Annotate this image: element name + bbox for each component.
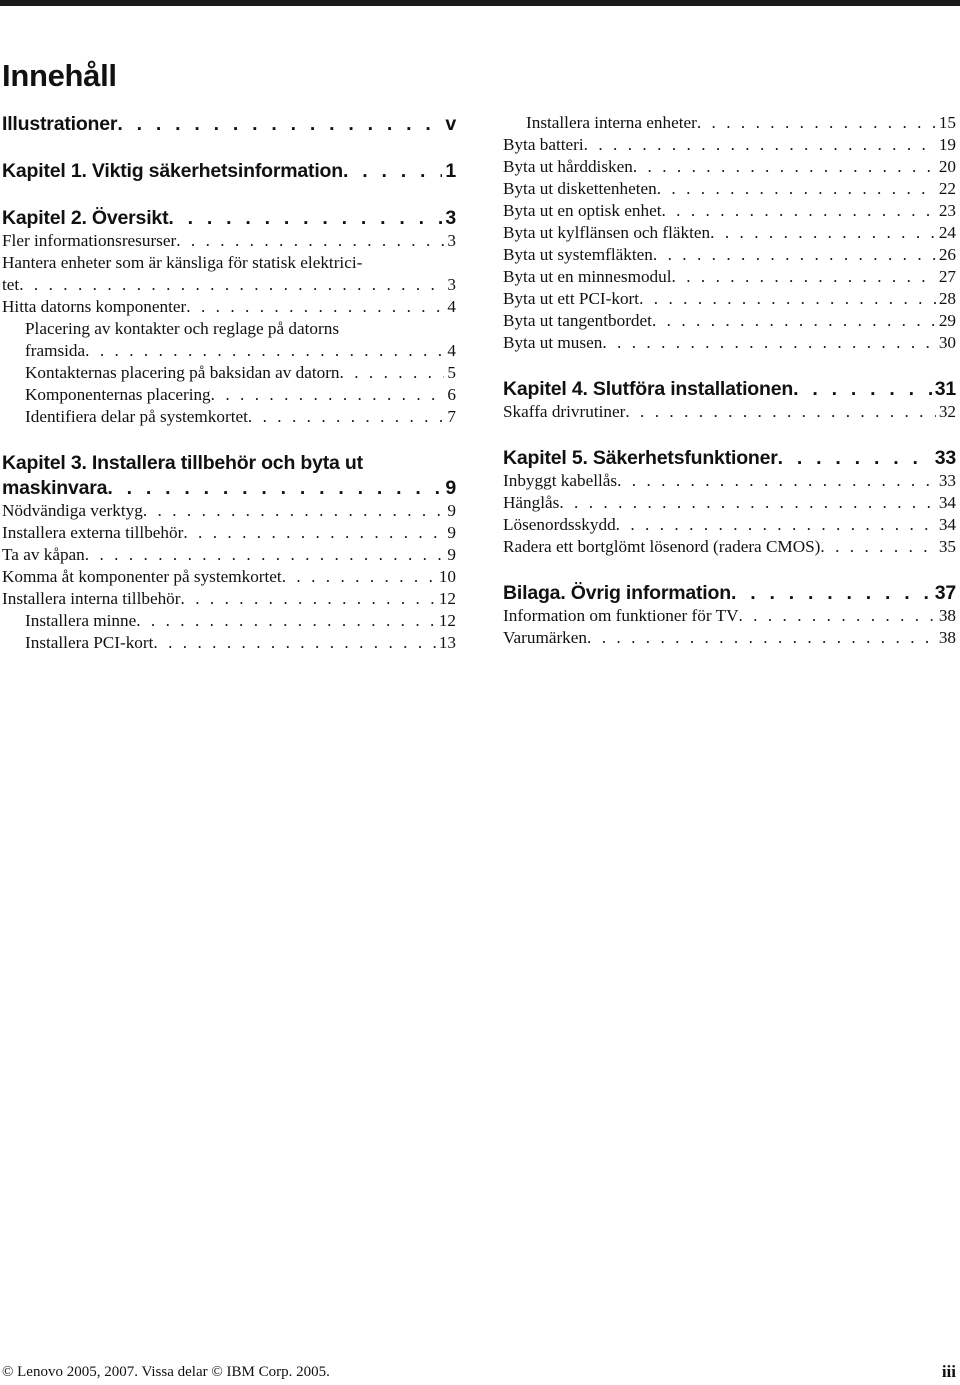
toc-subentry[interactable] xyxy=(2,384,456,406)
toc-entry[interactable] xyxy=(503,288,956,310)
dot-leader xyxy=(587,627,936,649)
section-gap xyxy=(2,136,456,159)
dot-leader xyxy=(625,401,935,423)
toc-entry[interactable] xyxy=(503,470,956,492)
dot-leader xyxy=(248,406,445,428)
toc-entry[interactable] xyxy=(503,244,956,266)
dot-leader xyxy=(340,362,445,384)
entry-page-number: 13 xyxy=(438,633,456,652)
dot-leader xyxy=(181,588,436,610)
entry-title: Varumärken xyxy=(503,628,587,647)
entry-title: Byta ut hårddisken xyxy=(503,157,633,176)
toc-entry[interactable] xyxy=(503,536,956,558)
entry-title: Skaffa drivrutiner xyxy=(503,402,626,421)
entry-page-number: 35 xyxy=(938,537,956,556)
dot-leader xyxy=(343,159,442,183)
toc-entry[interactable] xyxy=(2,566,456,588)
dot-leader xyxy=(793,377,932,401)
dot-leader xyxy=(731,581,932,605)
dot-leader xyxy=(136,610,436,632)
entry-page-number: 3 xyxy=(447,231,456,250)
entry-title: Nödvändiga verktyg xyxy=(2,501,143,520)
entry-page-number: 38 xyxy=(938,606,956,625)
chapter-page-number: 3 xyxy=(445,207,456,229)
dot-leader xyxy=(661,200,935,222)
dot-leader xyxy=(653,244,936,266)
entry-title: Installera externa tillbehör xyxy=(2,523,184,542)
entry-page-number: 30 xyxy=(938,333,956,352)
entry-page-number: 4 xyxy=(447,297,456,316)
entry-title: Byta ut diskettenheten xyxy=(503,179,657,198)
page-number: iii xyxy=(941,1362,956,1381)
top-rule xyxy=(0,0,960,6)
entry-page-number: 7 xyxy=(447,407,456,426)
dot-leader xyxy=(710,222,936,244)
toc-entry[interactable] xyxy=(503,200,956,222)
toc-entry[interactable] xyxy=(503,156,956,178)
entry-page-number: 5 xyxy=(447,363,456,382)
chapter-page-number: 31 xyxy=(934,378,956,400)
entry-title-continued: framsida xyxy=(25,341,86,360)
entry-title: Byta ut en optisk enhet xyxy=(503,201,662,220)
page-title: Innehåll xyxy=(2,58,117,93)
toc-chapter-entry[interactable] xyxy=(2,206,456,230)
toc-subentry[interactable] xyxy=(2,362,456,384)
entry-title: Fler informationsresurser xyxy=(2,231,177,250)
entry-page-number: 33 xyxy=(938,471,956,490)
toc-entry[interactable] xyxy=(503,222,956,244)
entry-title: Placering av kontakter och reglage på datorns xyxy=(25,319,340,338)
dot-leader xyxy=(633,156,936,178)
copyright-notice: © Lenovo 2005, 2007. Vissa delar © IBM Corp. 2005. xyxy=(2,1364,330,1380)
entry-page-number: 24 xyxy=(938,223,956,242)
chapter-title: Kapitel 4. Slutföra installationen xyxy=(503,378,794,400)
toc-entry[interactable] xyxy=(2,296,456,318)
section-gap xyxy=(503,558,956,581)
toc-entry[interactable] xyxy=(2,318,456,362)
entry-page-number: 27 xyxy=(938,267,956,286)
entry-page-number: 9 xyxy=(447,523,456,542)
dot-leader xyxy=(176,230,444,252)
toc-column-right xyxy=(503,112,956,649)
toc-entry[interactable] xyxy=(2,522,456,544)
dot-leader xyxy=(183,522,444,544)
dot-leader xyxy=(616,514,936,536)
entry-page-number: 9 xyxy=(447,501,456,520)
section-gap xyxy=(2,183,456,206)
toc-entry[interactable] xyxy=(503,332,956,354)
entry-page-number: 34 xyxy=(938,493,956,512)
entry-title: Byta ut kylflänsen och fläkten xyxy=(503,223,711,242)
entry-title: Komma åt komponenter på systemkortet xyxy=(2,567,282,586)
dot-leader xyxy=(738,605,935,627)
dot-leader xyxy=(584,134,936,156)
entry-title-continued-row xyxy=(2,340,456,362)
dot-leader xyxy=(153,632,435,654)
toc-entry[interactable] xyxy=(2,544,456,566)
chapter-page-number: 33 xyxy=(934,447,956,469)
chapter-title-continued-row xyxy=(2,476,456,500)
toc-subentry[interactable] xyxy=(2,610,456,632)
entry-title: Byta ut systemfläkten xyxy=(503,245,653,264)
page-footer xyxy=(0,1360,956,1384)
dot-leader xyxy=(617,470,936,492)
entry-title: Installera interna tillbehör xyxy=(2,589,181,608)
toc-entry[interactable] xyxy=(503,134,956,156)
chapter-title: Illustrationer xyxy=(2,113,118,135)
entry-title-continued-row xyxy=(2,274,456,296)
toc-entry[interactable] xyxy=(503,178,956,200)
toc-column-left xyxy=(2,112,456,654)
dot-leader xyxy=(559,492,935,514)
entry-page-number: 34 xyxy=(938,515,956,534)
entry-title: Information om funktioner för TV xyxy=(503,606,739,625)
entry-title: Identifiera delar på systemkortet xyxy=(25,407,248,426)
entry-page-number: 3 xyxy=(447,275,456,294)
dot-leader xyxy=(211,384,445,406)
toc-chapter-entry[interactable] xyxy=(503,446,956,470)
dot-leader xyxy=(602,332,936,354)
entry-page-number: 10 xyxy=(438,567,456,586)
chapter-page-number: v xyxy=(445,113,456,135)
dot-leader xyxy=(143,500,445,522)
toc-chapter-entry[interactable] xyxy=(2,112,456,136)
dot-leader xyxy=(19,274,444,296)
entry-title: Byta batteri xyxy=(503,135,584,154)
toc-subentry[interactable] xyxy=(2,406,456,428)
dot-leader xyxy=(652,310,936,332)
chapter-page-number: 9 xyxy=(445,477,456,499)
toc-entry[interactable] xyxy=(2,588,456,610)
dot-leader xyxy=(672,266,936,288)
dot-leader xyxy=(697,112,936,134)
entry-title-continued: tet xyxy=(2,275,20,294)
chapter-title: Kapitel 5. Säkerhetsfunktioner xyxy=(503,447,778,469)
dot-leader xyxy=(117,112,442,136)
entry-page-number: 22 xyxy=(938,179,956,198)
entry-title: Installera minne xyxy=(25,611,137,630)
entry-title: Byta ut musen xyxy=(503,333,603,352)
entry-title: Hitta datorns komponenter xyxy=(2,297,187,316)
entry-page-number: 29 xyxy=(938,311,956,330)
entry-title: Byta ut tangentbordet xyxy=(503,311,652,330)
toc-entry[interactable] xyxy=(503,310,956,332)
entry-title: Hantera enheter som är känsliga för statisk elektrici- xyxy=(2,253,363,272)
entry-page-number: 4 xyxy=(447,341,456,360)
entry-page-number: 12 xyxy=(438,611,456,630)
dot-leader xyxy=(282,566,436,588)
entry-title: Byta ut en minnesmodul xyxy=(503,267,672,286)
section-gap xyxy=(503,354,956,377)
chapter-title: Kapitel 3. Installera tillbehör och byta ut xyxy=(2,452,363,474)
entry-title: Inbyggt kabellås xyxy=(503,471,618,490)
toc-entry[interactable] xyxy=(503,266,956,288)
toc-entry[interactable] xyxy=(2,252,456,296)
dot-leader xyxy=(639,288,936,310)
entry-page-number: 28 xyxy=(938,289,956,308)
toc-entry[interactable] xyxy=(503,605,956,627)
toc-subentry[interactable] xyxy=(503,112,956,134)
toc-chapter-entry[interactable] xyxy=(503,581,956,605)
dot-leader xyxy=(186,296,444,318)
toc-entry[interactable] xyxy=(503,627,956,649)
toc-chapter-entry[interactable] xyxy=(2,451,456,500)
chapter-title-continued: maskinvara xyxy=(2,477,108,499)
entry-page-number: 6 xyxy=(447,385,456,404)
toc-entry[interactable] xyxy=(503,514,956,536)
entry-title: Komponenternas placering xyxy=(25,385,211,404)
entry-page-number: 20 xyxy=(938,157,956,176)
entry-title: Installera PCI-kort xyxy=(25,633,154,652)
entry-title: Lösenordsskydd xyxy=(503,515,616,534)
entry-title: Byta ut ett PCI-kort xyxy=(503,289,640,308)
entry-title: Radera ett bortglömt lösenord (radera CMOS) xyxy=(503,537,821,556)
chapter-page-number: 1 xyxy=(445,160,456,182)
dot-leader xyxy=(85,340,444,362)
entry-title: Kontakternas placering på baksidan av datorn xyxy=(25,363,340,382)
entry-page-number: 26 xyxy=(938,245,956,264)
entry-page-number: 23 xyxy=(938,201,956,220)
dot-leader xyxy=(168,206,442,230)
section-gap xyxy=(503,423,956,446)
toc-entry[interactable] xyxy=(503,401,956,423)
dot-leader xyxy=(85,544,445,566)
entry-page-number: 9 xyxy=(447,545,456,564)
entry-page-number: 19 xyxy=(938,135,956,154)
toc-subentry[interactable] xyxy=(2,632,456,654)
dot-leader xyxy=(820,536,935,558)
entry-title: Ta av kåpan xyxy=(2,545,85,564)
toc-chapter-entry[interactable] xyxy=(2,159,456,183)
toc-chapter-entry[interactable] xyxy=(503,377,956,401)
toc-entry[interactable] xyxy=(503,492,956,514)
chapter-title: Kapitel 2. Översikt xyxy=(2,207,169,229)
entry-title: Hänglås xyxy=(503,493,560,512)
dot-leader xyxy=(107,476,442,500)
toc-entry[interactable] xyxy=(2,500,456,522)
toc-entry[interactable] xyxy=(2,230,456,252)
entry-page-number: 12 xyxy=(438,589,456,608)
entry-page-number: 15 xyxy=(938,113,956,132)
entry-page-number: 32 xyxy=(938,402,956,421)
chapter-page-number: 37 xyxy=(934,582,956,604)
dot-leader xyxy=(657,178,936,200)
entry-title: Installera interna enheter xyxy=(526,113,697,132)
dot-leader xyxy=(778,446,932,470)
chapter-title: Bilaga. Övrig information xyxy=(503,582,731,604)
entry-page-number: 38 xyxy=(938,628,956,647)
chapter-title: Kapitel 1. Viktig säkerhetsinformation xyxy=(2,160,343,182)
section-gap xyxy=(2,428,456,451)
